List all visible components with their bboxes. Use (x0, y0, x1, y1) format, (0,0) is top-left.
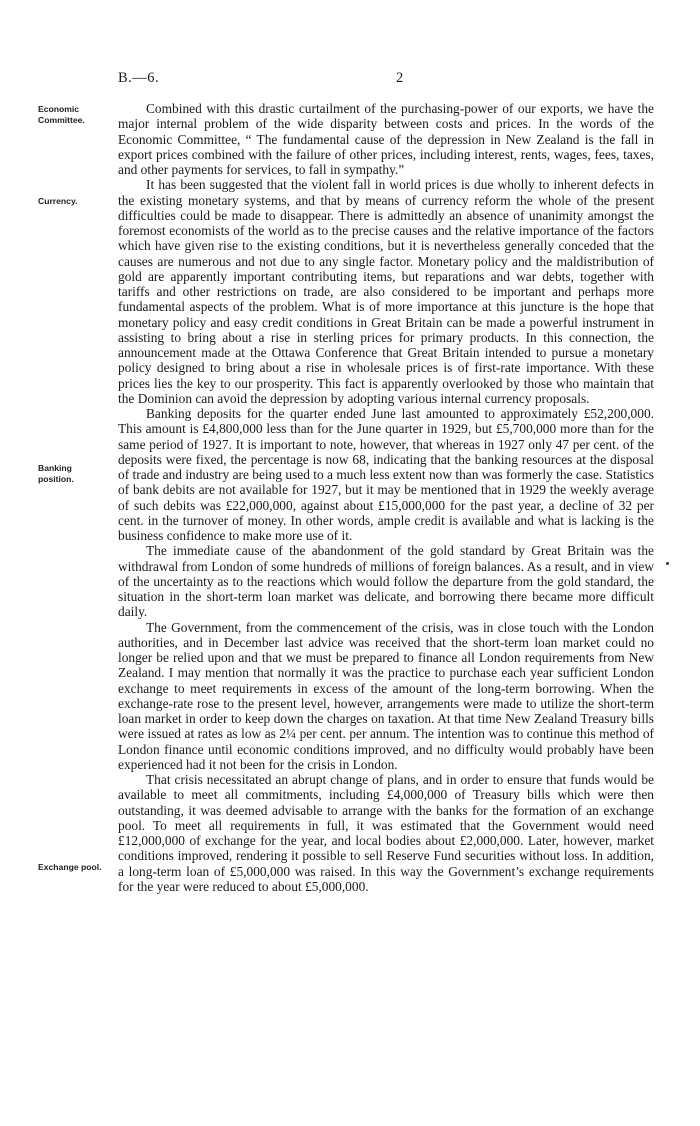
document-reference: B.—6. (118, 70, 160, 86)
margin-note-economic-committee: Economic Committee. (38, 104, 85, 125)
page-number: 2 (396, 70, 404, 86)
margin-note-exchange-pool: Exchange pool. (38, 862, 102, 872)
paragraph-economic-committee: Combined with this drastic curtailment of the purchasing-power of our exports, we have the major internal problem of the wide disparity between costs and prices. In the words of the Economic Committee, “ The fundamental cause of the depression in New Zealand is the fall in export prices combined with the failure of other prices, including interest, rents, wages, fees, taxes, and other payments for services, to fall in sympathy.” (118, 101, 654, 177)
margin-note-banking-position: Banking position. (38, 463, 74, 484)
body-text (118, 101, 654, 894)
paragraph-gold-standard: The immediate cause of the abandonment of the gold standard by Great Britain was the withdrawal from London of some hundreds of millions of foreign balances. As a result, and in view of the uncertainty as to the reactions which would follow the departure from the gold standard, the situation in the short-term loan market was delicate, and borrowing there became more difficult daily. (118, 543, 654, 620)
paragraph-currency: It has been suggested that the violent fall in world prices is due wholly to inherent defects in the existing monetary systems, and that by means of currency reform the whole of the present difficulties could be made to disappear. There is admittedly an absence of unanimity amongst the foremost economists of the world as to the precise causes and the relative importance of the factors which have given rise to the existing conditions, but it is nevertheless generally conceded that the causes are numerous and not due to any single factor. Monetary policy and the maldistribution of gold are apparently important contributing items, but reparations and war debts, together with tariffs and other restrictions on trade, are also considered to be important and perhaps more fundamental aspects of the problem. What is of more importance at this juncture is the hope that monetary policy and easy credit conditions in Great Britain can be made a powerful instrument in assisting to bring about a rise in sterling prices for primary products. In this connection, the announcement made at the Ottawa Conference that Great Britain intended to pursue a monetary policy designed to bring about a rise in wholesale prices is of first-rate importance. With these prices lies the key to our prosperity. This fact is apparently overlooked by those who maintain that the Dominion can avoid the depression by adopting various internal currency proposals. (118, 177, 654, 406)
margin-note-currency: Currency. (38, 196, 78, 206)
paragraph-government-crisis: The Government, from the commencement of the crisis, was in close touch with the London authorities, and in December last advice was received that the short-term loan market could no longer be relied upon and that we must be prepared to finance all London requirements from New Zealand. I may mention that normally it was the practice to purchase each year sufficient London exchange to meet requirements in excess of the amount of the long-term borrowing. When the exchange-rate rose to the present level, however, arrangements were made to utilize the short-term loan market in order to keep down the charges on taxation. At that time New Zealand Treasury bills were issued at rates as low as 2¼ per cent. per annum. The intention was to continue this method of London finance until economic conditions improved, and no difficulty would probably have been experienced had it not been for the crisis in London. (118, 619, 654, 772)
paragraph-exchange-pool: That crisis necessitated an abrupt change of plans, and in order to ensure that funds would be available to meet all commitments, including £4,000,000 of Treasury bills which were then outstanding, it was deemed advisable to arrange with the banks for the formation of an exchange pool. To meet all requirements in full, it was estimated that the Government would need £12,000,000 of exchange for the year, and local bodies about £2,000,000. Later, however, market conditions improved, rendering it possible to sell Reserve Fund securities without loss. In addition, a long-term loan of £5,000,000 was raised. In this way the Government’s exchange requirements for the year were reduced to about £5,000,000. (118, 772, 654, 894)
page-header (0, 70, 700, 90)
stray-ink-mark (666, 562, 669, 565)
paragraph-banking-position: Banking deposits for the quarter ended June last amounted to approximately £52,200,000. This amount is £4,800,000 less than for the June quarter in 1929, but £5,700,000 more than for the same period of 1927. It is important to note, however, that whereas in 1927 only 47 per cent. of the deposits were fixed, the percentage is now 68, indicating that the banking resources at the disposal of trade and industry are being used to a much less extent now than was formerly the case. Statistics of bank debits are not available for 1927, but it may be mentioned that in 1929 the weekly average of such debits was £22,000,000, against about £15,000,000 for the past year, a decline of 32 per cent. in the turnover of money. In other words, ample credit is available and what is lacking is the business confidence to make more use of it. (118, 406, 654, 543)
